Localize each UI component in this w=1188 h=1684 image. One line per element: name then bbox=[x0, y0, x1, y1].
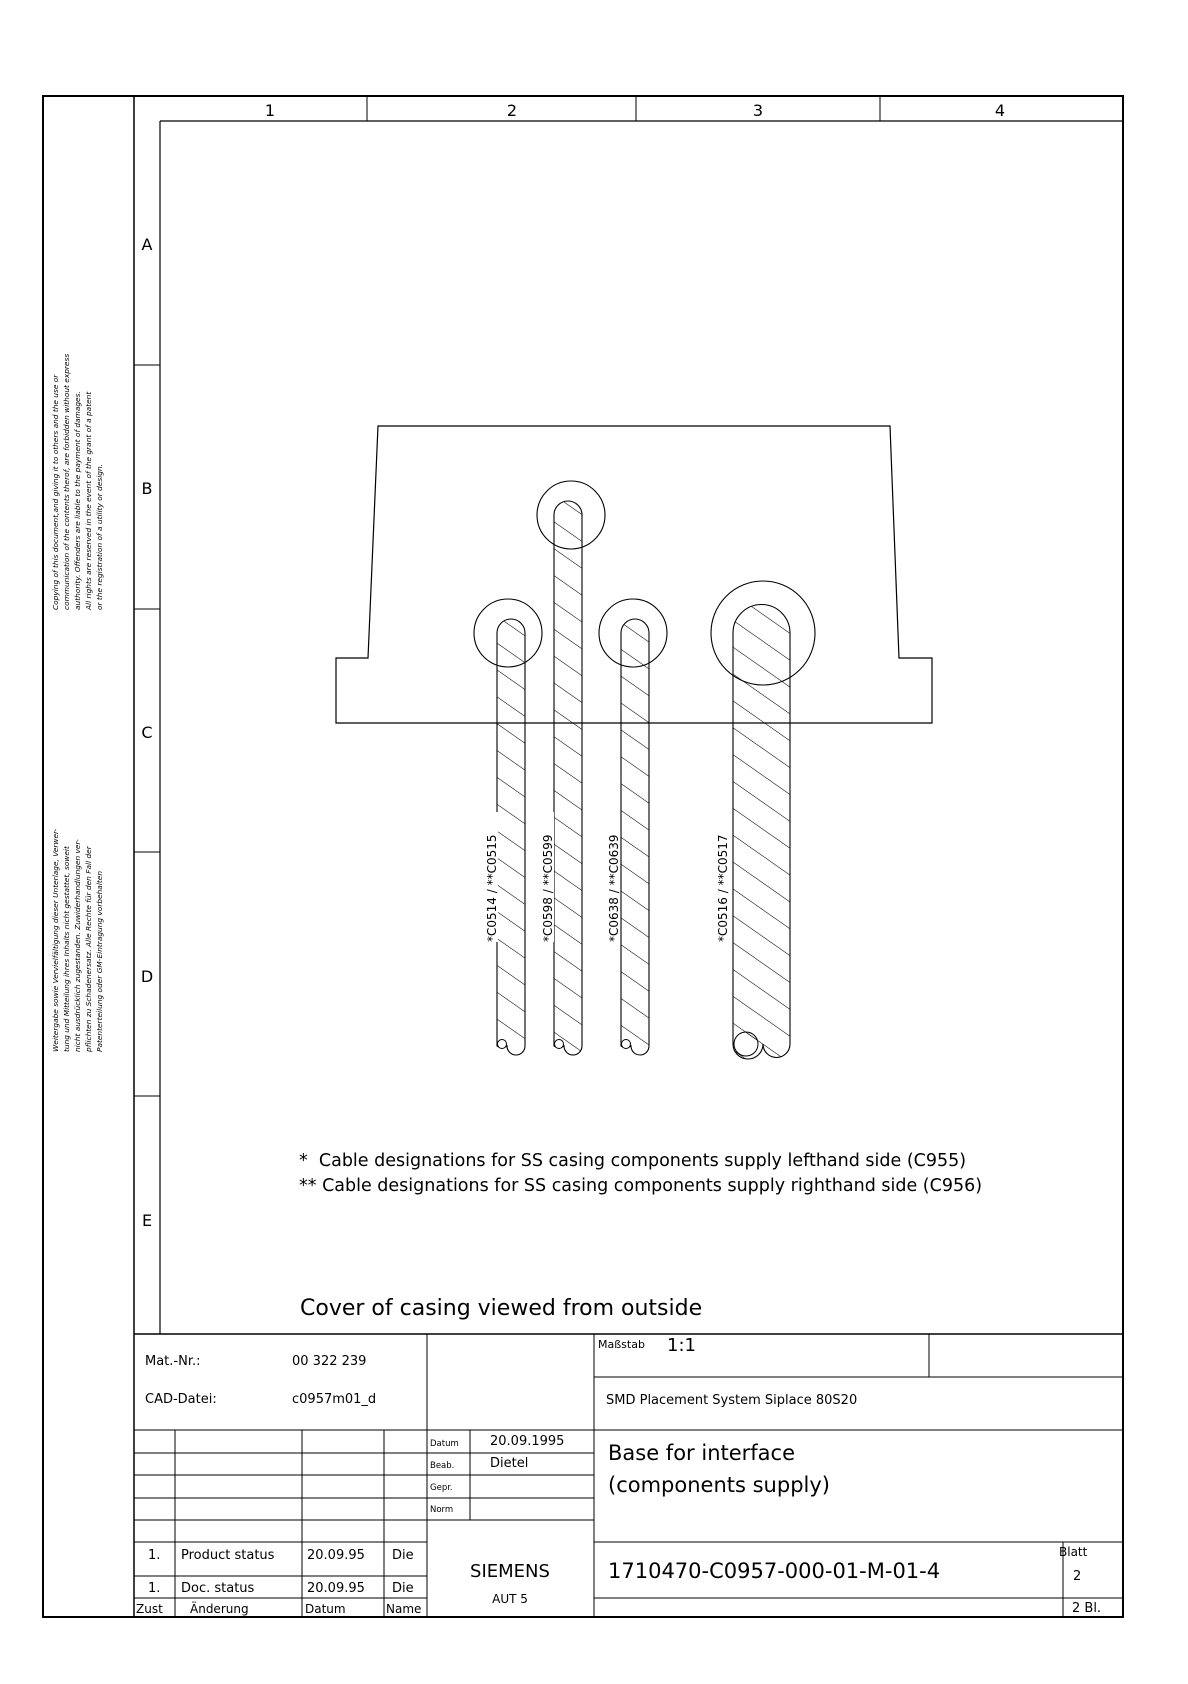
note-line: pflichten zu Schadenersatz. Alle Rechte für den Fall der bbox=[84, 846, 93, 1052]
row-label: E bbox=[141, 1211, 153, 1230]
column-label: 1 bbox=[264, 101, 276, 120]
cable-label: *C0638 / **C0639 bbox=[607, 834, 621, 942]
note-line: communication of the contents therof, are forbidden without express bbox=[62, 353, 71, 610]
column-label: 3 bbox=[752, 101, 764, 120]
row-label: C bbox=[141, 723, 153, 742]
drawing-title-line-2: (components supply) bbox=[608, 1473, 830, 1497]
project-name: SMD Placement System Siplace 80S20 bbox=[606, 1393, 858, 1408]
rev-header-zust: Zust bbox=[136, 1602, 163, 1616]
note-line: Copying of this document,and giving it to others and the use or bbox=[51, 374, 60, 610]
column-label: 4 bbox=[994, 101, 1006, 120]
copyright-note-english bbox=[51, 354, 104, 611]
note-line: authority. Offenders are liable to the payment of damages. bbox=[73, 391, 82, 610]
revision-date: 20.09.95 bbox=[307, 1548, 365, 1563]
department: AUT 5 bbox=[492, 1592, 528, 1606]
row-label: D bbox=[140, 967, 154, 986]
rev-header-name: Name bbox=[386, 1602, 422, 1616]
sheet-total: 2 Bl. bbox=[1072, 1601, 1102, 1616]
revision-name: Die bbox=[392, 1581, 414, 1596]
cad-value: c0957m01_d bbox=[292, 1392, 377, 1407]
note-line: or the registration of a utility or design. bbox=[95, 463, 104, 610]
norm-label: Norm bbox=[430, 1505, 454, 1515]
revision-zust: 1. bbox=[148, 1581, 161, 1596]
cable-label: *C0516 / **C0517 bbox=[716, 834, 730, 942]
note-line: All rights are reserved in the event of the grant of a patent bbox=[84, 391, 93, 610]
sheet-label: Blatt bbox=[1059, 1545, 1088, 1559]
checked-label: Gepr. bbox=[430, 1483, 453, 1493]
row-label: A bbox=[141, 235, 153, 254]
drawing-number: 1710470-C0957-000-01-M-01-4 bbox=[608, 1559, 941, 1583]
revision-name: Die bbox=[392, 1548, 414, 1563]
revision-zust: 1. bbox=[148, 1548, 161, 1563]
cable-label: *C0598 / **C0599 bbox=[541, 834, 555, 942]
revision-date: 20.09.95 bbox=[307, 1581, 365, 1596]
note-line: tung und Mitteilung ihres Inhalts nicht gestattet, soweit bbox=[62, 846, 71, 1052]
column-label: 2 bbox=[506, 101, 518, 120]
revision-change: Product status bbox=[181, 1548, 275, 1563]
rev-header-change: Änderung bbox=[190, 1602, 249, 1616]
note-left-side: * Cable designations for SS casing components supply lefthand side (C955) bbox=[299, 1151, 967, 1171]
cable-notes bbox=[299, 1151, 982, 1196]
note-line: nicht ausdrücklich zugestanden. Zuwiderhandlungen ver- bbox=[73, 839, 82, 1052]
revision-change: Doc. status bbox=[181, 1581, 255, 1596]
sheet-number: 2 bbox=[1073, 1569, 1082, 1584]
note-right-side: ** Cable designations for SS casing components supply righthand side (C956) bbox=[299, 1176, 983, 1196]
company-name: SIEMENS bbox=[470, 1561, 550, 1582]
editor-label: Beab. bbox=[430, 1461, 455, 1471]
cad-label: CAD-Datei: bbox=[145, 1392, 217, 1407]
row-label: B bbox=[141, 479, 153, 498]
date-label: Datum bbox=[430, 1439, 459, 1449]
copyright-note-german bbox=[51, 828, 104, 1053]
grid-row-labels bbox=[141, 235, 153, 1230]
scale-value: 1:1 bbox=[667, 1335, 696, 1356]
drawing-title-line-1: Base for interface bbox=[608, 1441, 796, 1465]
mat-value: 00 322 239 bbox=[292, 1354, 367, 1369]
scale-label: Maßstab bbox=[598, 1338, 645, 1351]
date-value: 20.09.1995 bbox=[490, 1434, 565, 1449]
drawing-caption: Cover of casing viewed from outside bbox=[300, 1296, 703, 1321]
mat-label: Mat.-Nr.: bbox=[145, 1354, 201, 1369]
note-line: Weitergabe sowie Vervielfältigung dieser Unterlage, Verwer- bbox=[51, 828, 60, 1052]
rev-header-date: Datum bbox=[305, 1602, 346, 1616]
sheet-frame bbox=[43, 96, 1123, 1617]
cable-2 bbox=[537, 481, 605, 1055]
cable-label: *C0514 / **C0515 bbox=[485, 834, 499, 942]
note-line: Patenterteilung oder GM-Eintragung vorbehalten bbox=[95, 870, 104, 1052]
grid-column-labels bbox=[265, 101, 1005, 120]
editor-value: Dietel bbox=[490, 1456, 529, 1471]
